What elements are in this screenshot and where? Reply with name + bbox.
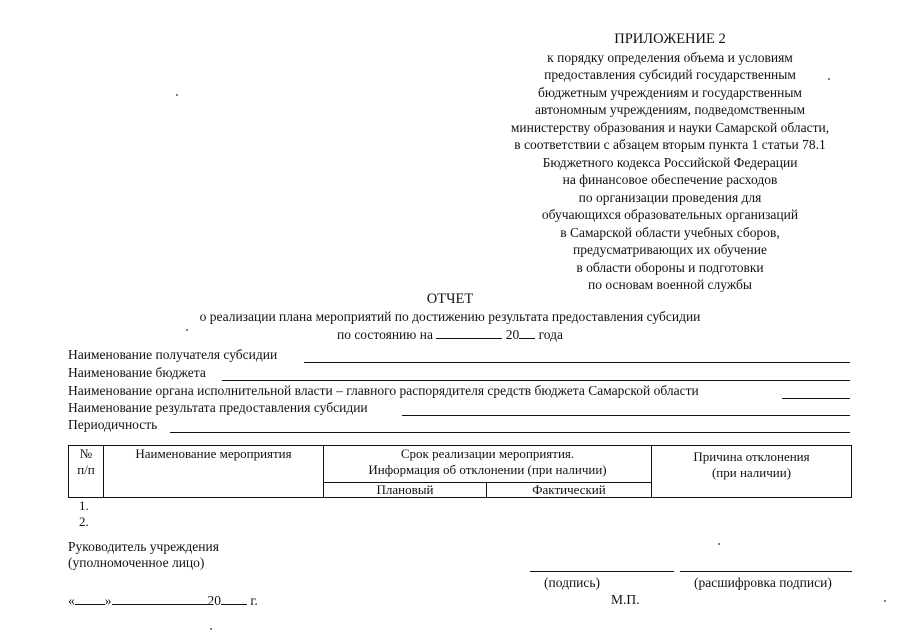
appendix-line: на финансовое обеспечение расходов	[562, 172, 778, 187]
seal-label: М.П.	[611, 592, 640, 607]
report-title: ОТЧЕТ	[426, 291, 474, 307]
report-date-year: 20	[505, 327, 520, 342]
header-num-line1: №	[79, 446, 93, 461]
date-suffix: г.	[250, 593, 258, 608]
header-reason	[652, 446, 852, 498]
scan-speck	[186, 329, 188, 331]
appendix-header	[480, 31, 860, 294]
field-budget-line[interactable]	[222, 380, 850, 381]
table-row-num: 2.	[79, 514, 89, 529]
report-date-line	[100, 327, 800, 342]
header-num	[69, 446, 104, 498]
field-recipient-label: Наименование получателя субсидии	[68, 347, 278, 362]
field-budget-label: Наименование бюджета	[68, 365, 206, 380]
date-year: 20	[207, 593, 221, 608]
field-authority-line[interactable]	[782, 398, 850, 399]
report-date-suffix: года	[538, 327, 564, 342]
appendix-title: ПРИЛОЖЕНИЕ 2	[614, 31, 726, 47]
appendix-line: бюджетным учреждениям и государственным	[538, 84, 802, 100]
report-subtitle: о реализации плана мероприятий по достижению результата предоставления субсидии	[199, 309, 701, 324]
report-year-blank[interactable]	[519, 327, 535, 339]
events-table	[68, 445, 852, 498]
signature-date-line	[68, 593, 258, 608]
header-planned: Плановый	[324, 483, 487, 498]
header-reason-line1: Причина отклонения	[693, 449, 810, 464]
appendix-line: предусматривающих их обучение	[573, 242, 767, 257]
appendix-line: предоставления субсидий государственным	[544, 67, 796, 82]
appendix-line: в области обороны и подготовки	[576, 259, 764, 275]
decode-label: (расшифровка подписи)	[694, 575, 832, 590]
date-year-blank[interactable]	[221, 593, 247, 605]
header-reason-line2: (при наличии)	[711, 465, 792, 480]
signature-head2: (уполномоченное лицо)	[68, 555, 205, 570]
appendix-line: в Самарской области учебных сборов,	[560, 224, 780, 240]
header-term-line2: Информация об отклонении (при наличии)	[368, 462, 607, 477]
field-periodicity-label: Периодичность	[68, 417, 158, 432]
signature-line[interactable]	[530, 571, 674, 572]
field-recipient-line[interactable]	[304, 362, 850, 363]
header-term	[324, 446, 652, 483]
appendix-line: Бюджетного кодекса Российской Федерации	[542, 154, 798, 170]
report-date-prefix: по состоянию на	[336, 327, 433, 342]
signature-label: (подпись)	[544, 575, 601, 590]
report-date-blank[interactable]	[436, 327, 502, 339]
appendix-line: по основам военной службы	[588, 277, 752, 292]
table-row-num: 1.	[79, 498, 89, 513]
header-event: Наименование мероприятия	[104, 446, 324, 498]
field-periodicity-line[interactable]	[170, 432, 850, 433]
date-day-blank[interactable]	[75, 593, 105, 605]
header-num-line2: п/п	[77, 462, 95, 477]
scan-speck	[210, 628, 212, 630]
field-result-line[interactable]	[402, 415, 850, 416]
signature-head: Руководитель учреждения	[68, 539, 219, 554]
field-authority-label: Наименование органа исполнительной власти – главного распорядителя средств бюджета Самарской области	[68, 383, 699, 398]
appendix-line: по организации проведения для	[578, 189, 762, 205]
appendix-line: обучающихся образовательных организаций	[541, 207, 799, 222]
decode-line[interactable]	[680, 571, 852, 572]
header-term-line1: Срок реализации мероприятия.	[400, 446, 575, 461]
date-open-quote: «	[68, 593, 75, 608]
date-close-quote: »	[104, 593, 112, 608]
appendix-line: министерству образования и науки Самарской области,	[510, 119, 830, 135]
appendix-line: в соответствии с абзацем вторым пункта 1 статьи 78.1	[514, 137, 826, 152]
appendix-line: к порядку определения объема и условиям	[547, 49, 793, 65]
date-month-blank[interactable]	[112, 593, 208, 605]
field-result-label: Наименование результата предоставления субсидии	[68, 400, 368, 415]
scan-speck	[884, 600, 886, 602]
header-actual: Фактический	[487, 483, 652, 498]
scan-speck	[828, 78, 830, 80]
scan-speck	[718, 543, 720, 545]
scan-speck	[176, 94, 178, 96]
appendix-line: автономным учреждениям, подведомственным	[534, 102, 806, 117]
